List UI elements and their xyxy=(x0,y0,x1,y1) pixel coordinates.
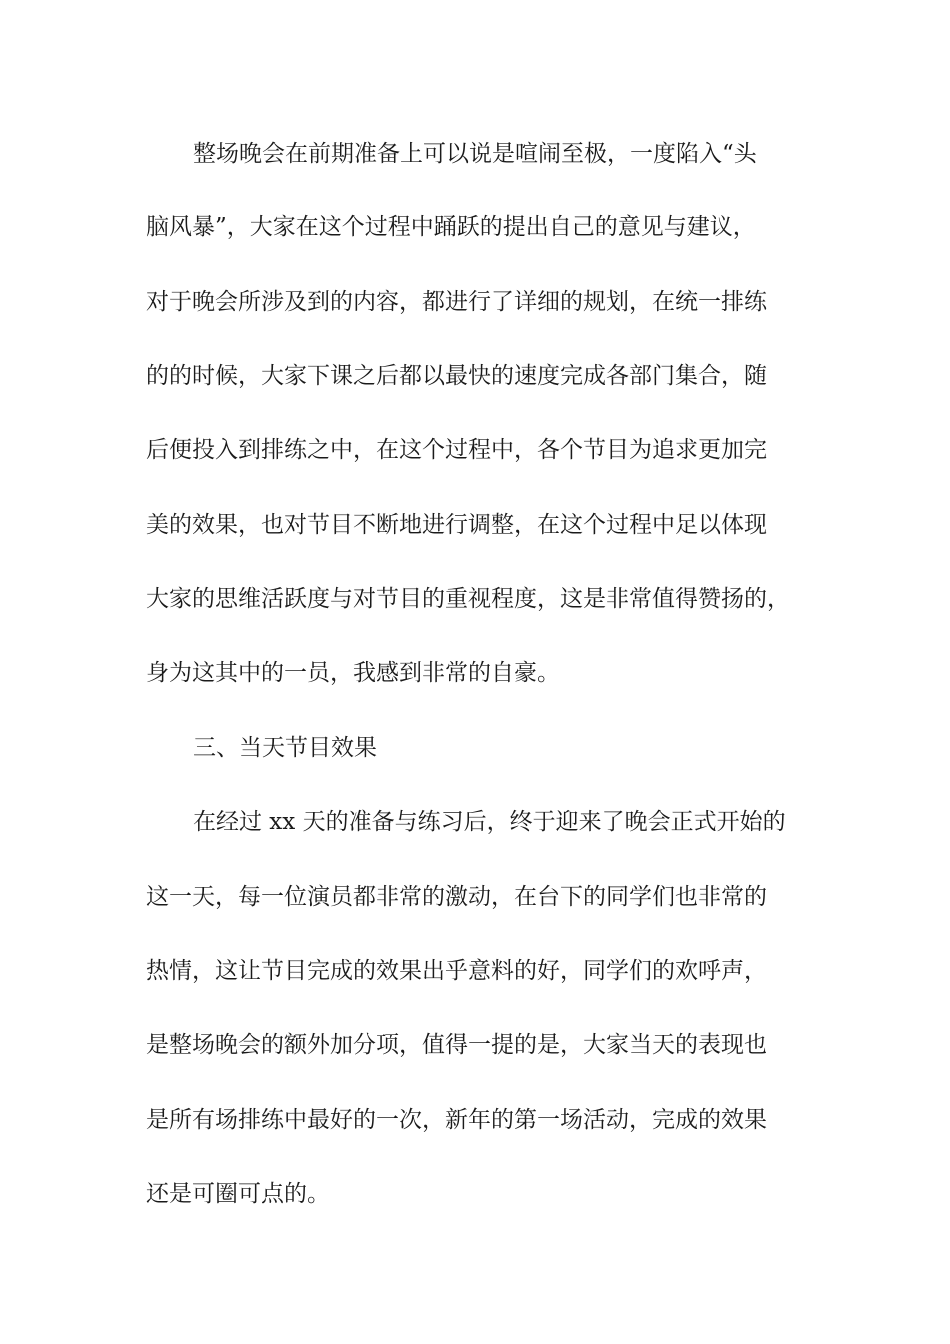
section-heading: 三、当天节目效果 xyxy=(193,735,377,761)
paragraph-1-line-8: 身为这其中的一员，我感到非常的自豪。 xyxy=(146,660,560,686)
paragraph-3-line-5: 是所有场排练中最好的一次，新年的第一场活动，完成的效果 xyxy=(146,1107,767,1133)
paragraph-3-line-4: 是整场晚会的额外加分项，值得一提的是，大家当天的表现也 xyxy=(146,1032,767,1058)
paragraph-1-line-5: 后便投入到排练之中，在这个过程中，各个节目为追求更加完 xyxy=(146,437,767,463)
paragraph-1-line-7: 大家的思维活跃度与对节目的重视程度，这是非常值得赞扬的， xyxy=(146,586,790,612)
paragraph-1-line-6: 美的效果，也对节目不断地进行调整，在这个过程中足以体现 xyxy=(146,512,767,538)
paragraph-3-line-6: 还是可圈可点的。 xyxy=(146,1181,330,1207)
paragraph-1-line-4: 的的时候，大家下课之后都以最快的速度完成各部门集合，随 xyxy=(146,363,767,389)
paragraph-3-line-2: 这一天，每一位演员都非常的激动，在台下的同学们也非常的 xyxy=(146,884,767,910)
paragraph-3-line-3: 热情，这让节目完成的效果出乎意料的好，同学们的欢呼声， xyxy=(146,958,767,984)
paragraph-1-line-2: 脑风暴”，大家在这个过程中踊跃的提出自己的意见与建议， xyxy=(146,214,756,240)
paragraph-1-line-3: 对于晚会所涉及到的内容，都进行了详细的规划，在统一排练 xyxy=(146,289,767,315)
paragraph-1-line-1: 整场晚会在前期准备上可以说是喧闹至极，一度陷入“头 xyxy=(193,141,757,167)
paragraph-3-line-1: 在经过 xx 天的准备与练习后，终于迎来了晚会正式开始的 xyxy=(193,809,786,835)
